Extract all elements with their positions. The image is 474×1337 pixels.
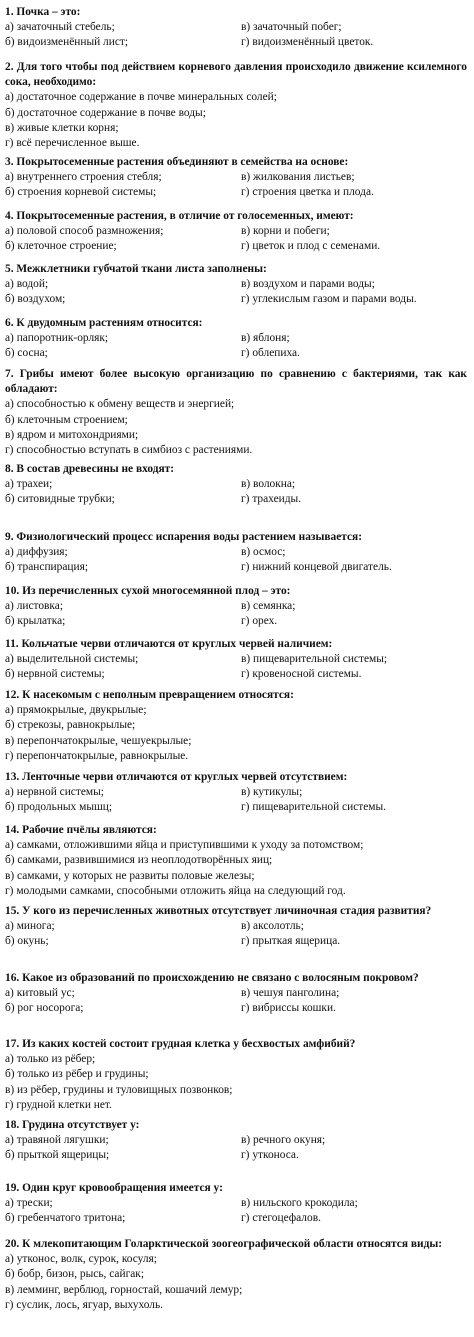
- answer-option: в) осмос;: [241, 546, 286, 559]
- answer-option: а) трахеи;: [5, 478, 53, 491]
- question-block: [5, 262, 467, 308]
- answer-row: [5, 560, 467, 575]
- answer-option: б) клеточное строение;: [5, 240, 117, 253]
- answer-row: [5, 239, 467, 254]
- question-title: 18. Грудина отсутствует у:: [5, 1119, 140, 1131]
- question-title: 3. Покрытосеменные растения объединяют в семейства на основе:: [5, 156, 349, 168]
- answer-row: [5, 1211, 467, 1226]
- answer-option: б) воздухом;: [5, 293, 66, 306]
- question-title: 1. Почка – это:: [5, 6, 81, 18]
- answer-option: а) только из рёбер;: [5, 1053, 96, 1066]
- answer-option: в) зачаточный побег;: [241, 21, 342, 34]
- answer-option: в) речного окуня;: [241, 1134, 326, 1147]
- answer-option: в) чешуя панголина;: [241, 987, 340, 1000]
- answer-option: а) листовка;: [5, 600, 64, 613]
- answer-option: а) зачаточный стебель;: [5, 21, 115, 34]
- answer-option: б) строения корневой системы;: [5, 186, 157, 199]
- answer-option: б) видоизменённый лист;: [5, 36, 129, 49]
- question-block: [5, 904, 467, 950]
- answer-option: б) транспирация;: [5, 561, 88, 574]
- answer-option: б) ситовидные трубки;: [5, 493, 115, 506]
- question-block: [5, 823, 467, 899]
- answer-option: в) самками, у которых не развиты половые железы;: [5, 869, 255, 882]
- answer-option: в) воздухом и парами воды;: [241, 278, 375, 291]
- answer-option: б) продольных мышц;: [5, 801, 112, 814]
- question-block: [5, 209, 467, 255]
- answer-option: в) пищеварительной системы;: [241, 653, 388, 666]
- answer-option: в) семянка;: [241, 600, 296, 613]
- answer-option: в) корни и побеги;: [241, 225, 330, 238]
- answer-row: [5, 346, 467, 361]
- answer-option: г) грудной клетки нет.: [5, 1098, 112, 1111]
- answer-option: б) рог носорога;: [5, 1002, 84, 1015]
- answer-option: б) стрекозы, равнокрылые;: [5, 719, 136, 732]
- answer-option: в) жилкования листьев;: [241, 171, 355, 184]
- answer-option: б) прыткой ящерицы;: [5, 1149, 110, 1162]
- answer-row: [5, 652, 467, 667]
- question-title: 15. У кого из перечисленных животных отсутствует личиночная стадия развития?: [5, 905, 432, 917]
- answer-option: г) суслик, лось, ягуар, выхухоль.: [5, 1298, 164, 1311]
- answer-row: [5, 934, 467, 949]
- question-block: [5, 1118, 467, 1164]
- answer-option: б) сосна;: [5, 347, 48, 360]
- answer-option: г) строения цветка и плода.: [241, 186, 374, 199]
- answer-option: а) водой;: [5, 278, 49, 291]
- answer-option: а) выделительной системы;: [5, 653, 139, 666]
- answer-row: [5, 277, 467, 292]
- question-block: [5, 770, 467, 816]
- question-title: 19. Один круг кровообращения имеется у:: [5, 1182, 223, 1194]
- answer-option: г) вибриссы кошки.: [241, 1002, 336, 1015]
- answer-option: б) только из рёбер и грудины;: [5, 1068, 149, 1081]
- answer-option: в) волокна;: [241, 478, 296, 491]
- answer-row: [5, 1133, 467, 1148]
- answer-option: в) кутикулы;: [241, 786, 303, 799]
- answer-row: [5, 614, 467, 629]
- answer-option: г) цветок и плод с семенами.: [241, 240, 381, 253]
- question-title: 2. Для того чтобы под действием корневого давления происходило движение ксилемного сока, необходимо:: [5, 61, 467, 89]
- answer-option: г) трахеиды.: [241, 493, 302, 506]
- answer-row: [5, 224, 467, 239]
- answer-option: а) травяной лягушки;: [5, 1134, 109, 1147]
- question-title: 13. Ленточные черви отличаются от круглых червей отсутствием:: [5, 771, 348, 783]
- answer-row: [5, 185, 467, 200]
- answer-option: б) клеточным строением;: [5, 413, 128, 426]
- question-block: [5, 60, 467, 151]
- answer-option: б) гребенчатого тритона;: [5, 1212, 126, 1225]
- question-block: [5, 5, 467, 51]
- question-title: 11. Кольчатые черви отличаются от круглых червей наличием:: [5, 638, 333, 650]
- question-title: 10. Из перечисленных сухой многосемянной плод – это:: [5, 585, 291, 597]
- question-block: [5, 367, 467, 458]
- question-block: [5, 316, 467, 362]
- answer-option: г) стегоцефалов.: [241, 1212, 321, 1225]
- question-block: [5, 1037, 467, 1113]
- answer-option: а) китовый ус;: [5, 987, 75, 1000]
- answer-option: б) крылатка;: [5, 615, 66, 628]
- answer-option: г) орех.: [241, 615, 278, 628]
- answer-option: в) яблоня;: [241, 332, 290, 345]
- answer-row: [5, 667, 467, 682]
- question-title: 20. К млекопитающим Голарктической зоогеографической области относятся виды:: [5, 1238, 443, 1250]
- answer-option: а) прямокрылые, двукрылые;: [5, 704, 147, 717]
- answer-option: г) способностью вступать в симбиоз с растениями.: [5, 444, 253, 457]
- answer-row: [5, 800, 467, 815]
- question-title: 9. Физиологический процесс испарения воды растением называется:: [5, 531, 363, 543]
- question-title: 17. Из каких костей состоит грудная клетка у бесхвостых амфибий?: [5, 1038, 356, 1050]
- answer-row: [5, 35, 467, 50]
- answer-option: г) всё перечисленное выше.: [5, 137, 140, 150]
- answer-option: а) минога;: [5, 920, 55, 933]
- answer-row: [5, 599, 467, 614]
- question-title: 16. Какое из образований по происхождению не связано с волосяным покровом?: [5, 972, 419, 984]
- answer-option: а) достаточное содержание в почве минеральных солей;: [5, 91, 277, 104]
- answer-option: а) утконос, волк, сурок, косуля;: [5, 1253, 157, 1266]
- answer-option: в) живые клетки корня;: [5, 121, 119, 134]
- answer-option: в) лемминг, верблюд, горностай, кошачий лемур;: [5, 1283, 243, 1296]
- answer-option: в) нильского крокодила;: [241, 1197, 358, 1210]
- answer-option: г) молодыми самками, способными отложить яйца на следующий год.: [5, 884, 346, 897]
- answer-option: г) утконоса.: [241, 1149, 299, 1162]
- question-block: [5, 584, 467, 630]
- answer-row: [5, 986, 467, 1001]
- question-block: [5, 971, 467, 1017]
- question-title: 6. К двудомным растениям относится:: [5, 317, 203, 329]
- question-title: 12. К насекомым с неполным превращением относятся:: [5, 689, 294, 701]
- answer-option: в) из рёбер, грудины и туловищных позвонков;: [5, 1083, 233, 1096]
- answer-row: [5, 919, 467, 934]
- answer-option: а) нервной системы;: [5, 786, 104, 799]
- answer-option: г) перепончатокрылые, равнокрылые.: [5, 749, 189, 762]
- answer-option: а) трески;: [5, 1197, 53, 1210]
- question-title: 8. В состав древесины не входят:: [5, 463, 175, 475]
- question-block: [5, 1181, 467, 1227]
- answer-row: [5, 1196, 467, 1211]
- answer-row: [5, 331, 467, 346]
- answer-option: б) нервной системы;: [5, 668, 105, 681]
- answer-option: г) пищеварительной системы.: [241, 801, 387, 814]
- question-block: [5, 462, 467, 508]
- answer-option: г) прыткая ящерица.: [241, 935, 341, 948]
- answer-option: а) внутреннего строения стебля;: [5, 171, 162, 184]
- answer-option: г) кровеносной системы.: [241, 668, 362, 681]
- question-title: 7. Грибы имеют более высокую организацию по сравнению с бактериями, так как обладают:: [5, 368, 467, 396]
- answer-row: [5, 492, 467, 507]
- answer-option: б) окунь;: [5, 935, 49, 948]
- answer-row: [5, 1148, 467, 1163]
- question-block: [5, 530, 467, 576]
- answer-option: в) аксолотль;: [241, 920, 304, 933]
- answer-row: [5, 785, 467, 800]
- answer-option: г) углекислым газом и парами воды.: [241, 293, 417, 306]
- question-block: [5, 688, 467, 764]
- question-block: [5, 637, 467, 683]
- question-title: 5. Межклетники губчатой ткани листа заполнены:: [5, 263, 267, 275]
- answer-option: в) ядром и митохондриями;: [5, 428, 139, 441]
- answer-row: [5, 20, 467, 35]
- answer-row: [5, 477, 467, 492]
- answer-option: а) самками, отложившими яйца и приступившими к уходу за потомством;: [5, 839, 364, 852]
- answer-option: а) папоротник-орляк;: [5, 332, 109, 345]
- answer-option: б) достаточное содержание в почве воды;: [5, 106, 206, 119]
- answer-option: б) бобр, бизон, рысь, сайгак;: [5, 1268, 144, 1281]
- answer-row: [5, 170, 467, 185]
- question-block: [5, 1237, 467, 1313]
- answer-row: [5, 545, 467, 560]
- answer-option: г) облепиха.: [241, 347, 300, 360]
- answer-option: г) нижний концевой двигатель.: [241, 561, 392, 574]
- answer-option: а) способностью к обмену веществ и энергией;: [5, 398, 235, 411]
- answer-option: г) видоизменённый цветок.: [241, 36, 374, 49]
- question-title: 14. Рабочие пчёлы являются:: [5, 824, 157, 836]
- question-block: [5, 155, 467, 201]
- answer-row: [5, 1001, 467, 1016]
- answer-option: а) диффузия;: [5, 546, 68, 559]
- question-title: 4. Покрытосеменные растения, в отличие от голосеменных, имеют:: [5, 210, 354, 222]
- answer-option: а) половой способ размножения;: [5, 225, 164, 238]
- answer-option: в) перепончатокрылые, чешуекрылые;: [5, 734, 192, 747]
- answer-row: [5, 292, 467, 307]
- answer-option: б) самками, развившимися из неоплодотворённых яиц;: [5, 854, 273, 867]
